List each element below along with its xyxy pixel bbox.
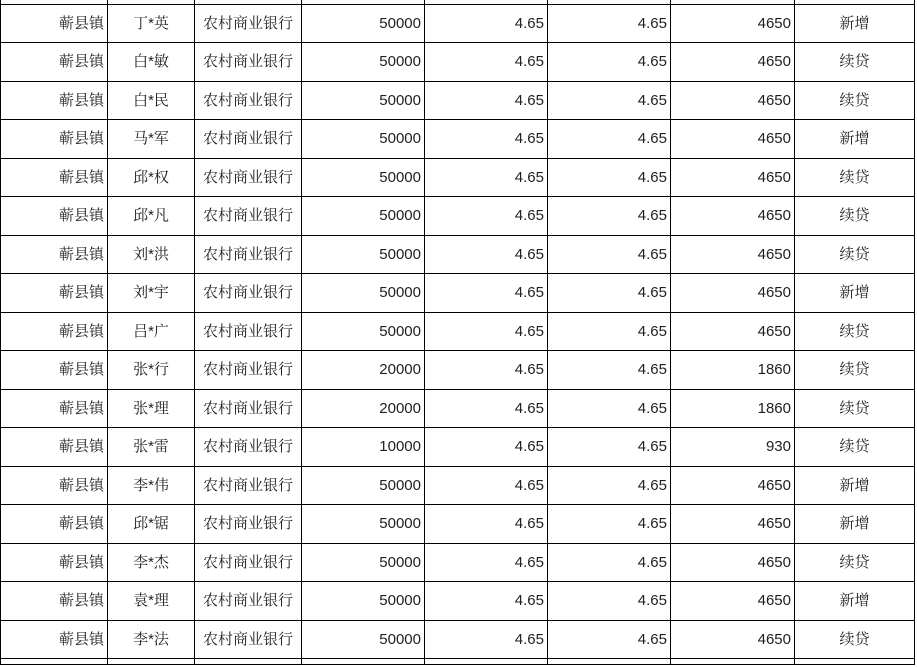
cell-loan-type: 续贷 (795, 158, 915, 197)
table-row (1, 197, 915, 236)
table-row (1, 43, 915, 82)
cell-rate-1: 4.65 (425, 389, 548, 428)
cell-amount: 50000 (302, 235, 425, 274)
cell-rate-2: 4.65 (548, 158, 671, 197)
cell-rate-1: 4.65 (425, 197, 548, 236)
partial-cell (671, 659, 795, 665)
cell-rate-1: 4.65 (425, 158, 548, 197)
cell-region: 蕲县镇 (1, 197, 108, 236)
cell-amount: 50000 (302, 120, 425, 159)
cell-loan-type: 续贷 (795, 389, 915, 428)
cell-amount: 50000 (302, 81, 425, 120)
partial-cell (302, 659, 425, 665)
table-row (1, 274, 915, 313)
table-row (1, 235, 915, 274)
cell-interest: 4650 (671, 312, 795, 351)
table-row (1, 620, 915, 659)
table-row (1, 505, 915, 544)
table-row (1, 428, 915, 467)
cell-rate-2: 4.65 (548, 389, 671, 428)
cell-loan-type: 续贷 (795, 428, 915, 467)
table-row (1, 543, 915, 582)
cell-loan-type: 新增 (795, 466, 915, 505)
cell-rate-2: 4.65 (548, 620, 671, 659)
cell-interest: 1860 (671, 389, 795, 428)
cell-interest: 4650 (671, 466, 795, 505)
cell-bank: 农村商业银行 (195, 235, 302, 274)
cell-loan-type: 续贷 (795, 81, 915, 120)
cell-rate-2: 4.65 (548, 43, 671, 82)
cell-rate-1: 4.65 (425, 274, 548, 313)
cell-loan-type: 续贷 (795, 43, 915, 82)
partial-cell (1, 659, 108, 665)
table-row (1, 466, 915, 505)
cell-loan-type: 续贷 (795, 197, 915, 236)
cell-borrower: 张*行 (108, 351, 195, 390)
cell-amount: 50000 (302, 620, 425, 659)
cell-bank: 农村商业银行 (195, 312, 302, 351)
cell-loan-type: 续贷 (795, 620, 915, 659)
cell-borrower: 邱*凡 (108, 197, 195, 236)
cell-region: 蕲县镇 (1, 81, 108, 120)
table-row (1, 312, 915, 351)
partial-cell (195, 659, 302, 665)
cell-rate-2: 4.65 (548, 120, 671, 159)
partial-cell (108, 659, 195, 665)
cell-loan-type: 续贷 (795, 543, 915, 582)
cell-region: 蕲县镇 (1, 543, 108, 582)
cell-rate-2: 4.65 (548, 235, 671, 274)
cell-borrower: 白*民 (108, 81, 195, 120)
cell-bank: 农村商业银行 (195, 428, 302, 467)
cell-borrower: 刘*宇 (108, 274, 195, 313)
cell-interest: 4650 (671, 197, 795, 236)
table-row (1, 582, 915, 621)
cell-interest: 4650 (671, 235, 795, 274)
cell-amount: 50000 (302, 274, 425, 313)
cell-interest: 4650 (671, 81, 795, 120)
cell-rate-1: 4.65 (425, 543, 548, 582)
cell-rate-2: 4.65 (548, 4, 671, 43)
cell-amount: 50000 (302, 312, 425, 351)
cell-borrower: 李*法 (108, 620, 195, 659)
cell-interest: 4650 (671, 505, 795, 544)
cell-amount: 50000 (302, 158, 425, 197)
cell-amount: 50000 (302, 43, 425, 82)
cell-amount: 50000 (302, 543, 425, 582)
cell-interest: 4650 (671, 4, 795, 43)
cell-amount: 10000 (302, 428, 425, 467)
cell-loan-type: 新增 (795, 505, 915, 544)
partial-row-bottom (1, 659, 915, 665)
cell-interest: 4650 (671, 274, 795, 313)
cell-rate-1: 4.65 (425, 582, 548, 621)
cell-interest: 4650 (671, 543, 795, 582)
cell-borrower: 邱*锯 (108, 505, 195, 544)
cell-rate-1: 4.65 (425, 120, 548, 159)
cell-rate-1: 4.65 (425, 428, 548, 467)
table-row (1, 389, 915, 428)
cell-region: 蕲县镇 (1, 505, 108, 544)
table-row (1, 4, 915, 43)
cell-amount: 50000 (302, 466, 425, 505)
cell-amount: 20000 (302, 351, 425, 390)
cell-rate-2: 4.65 (548, 81, 671, 120)
table-row (1, 158, 915, 197)
cell-rate-2: 4.65 (548, 428, 671, 467)
cell-rate-1: 4.65 (425, 4, 548, 43)
cell-borrower: 丁*英 (108, 4, 195, 43)
partial-cell (425, 659, 548, 665)
cell-region: 蕲县镇 (1, 351, 108, 390)
table-row (1, 81, 915, 120)
cell-loan-type: 续贷 (795, 235, 915, 274)
cell-amount: 50000 (302, 197, 425, 236)
cell-loan-type: 新增 (795, 274, 915, 313)
cell-rate-2: 4.65 (548, 505, 671, 544)
cell-region: 蕲县镇 (1, 466, 108, 505)
cell-rate-1: 4.65 (425, 235, 548, 274)
cell-bank: 农村商业银行 (195, 582, 302, 621)
cell-bank: 农村商业银行 (195, 43, 302, 82)
cell-bank: 农村商业银行 (195, 389, 302, 428)
cell-loan-type: 续贷 (795, 351, 915, 390)
cell-region: 蕲县镇 (1, 582, 108, 621)
cell-rate-2: 4.65 (548, 543, 671, 582)
cell-region: 蕲县镇 (1, 158, 108, 197)
table-row (1, 351, 915, 390)
cell-bank: 农村商业银行 (195, 505, 302, 544)
cell-bank: 农村商业银行 (195, 351, 302, 390)
cell-region: 蕲县镇 (1, 4, 108, 43)
cell-amount: 20000 (302, 389, 425, 428)
cell-interest: 1860 (671, 351, 795, 390)
partial-cell (795, 659, 915, 665)
cell-borrower: 马*军 (108, 120, 195, 159)
cell-region: 蕲县镇 (1, 274, 108, 313)
cell-amount: 50000 (302, 582, 425, 621)
cell-interest: 4650 (671, 620, 795, 659)
cell-rate-2: 4.65 (548, 197, 671, 236)
cell-bank: 农村商业银行 (195, 197, 302, 236)
cell-bank: 农村商业银行 (195, 120, 302, 159)
cell-interest: 4650 (671, 158, 795, 197)
cell-bank: 农村商业银行 (195, 274, 302, 313)
cell-rate-2: 4.65 (548, 274, 671, 313)
cell-region: 蕲县镇 (1, 389, 108, 428)
cell-rate-2: 4.65 (548, 466, 671, 505)
cell-amount: 50000 (302, 505, 425, 544)
cell-rate-1: 4.65 (425, 312, 548, 351)
cell-rate-1: 4.65 (425, 505, 548, 544)
cell-region: 蕲县镇 (1, 43, 108, 82)
cell-bank: 农村商业银行 (195, 158, 302, 197)
cell-borrower: 李*伟 (108, 466, 195, 505)
cell-rate-1: 4.65 (425, 466, 548, 505)
cell-bank: 农村商业银行 (195, 543, 302, 582)
cell-borrower: 刘*洪 (108, 235, 195, 274)
cell-region: 蕲县镇 (1, 312, 108, 351)
cell-borrower: 吕*广 (108, 312, 195, 351)
cell-bank: 农村商业银行 (195, 620, 302, 659)
cell-loan-type: 新增 (795, 582, 915, 621)
cell-interest: 4650 (671, 120, 795, 159)
cell-loan-type: 续贷 (795, 312, 915, 351)
cell-borrower: 白*敏 (108, 43, 195, 82)
cell-rate-2: 4.65 (548, 351, 671, 390)
cell-interest: 4650 (671, 582, 795, 621)
cell-loan-type: 新增 (795, 120, 915, 159)
cell-loan-type: 新增 (795, 4, 915, 43)
cell-region: 蕲县镇 (1, 235, 108, 274)
cell-bank: 农村商业银行 (195, 81, 302, 120)
cell-rate-1: 4.65 (425, 43, 548, 82)
cell-region: 蕲县镇 (1, 620, 108, 659)
cell-borrower: 邱*权 (108, 158, 195, 197)
cell-borrower: 张*雷 (108, 428, 195, 467)
cell-amount: 50000 (302, 4, 425, 43)
partial-cell (548, 659, 671, 665)
cell-borrower: 张*理 (108, 389, 195, 428)
cell-rate-1: 4.65 (425, 351, 548, 390)
table-row (1, 120, 915, 159)
cell-borrower: 袁*理 (108, 582, 195, 621)
cell-interest: 4650 (671, 43, 795, 82)
cell-bank: 农村商业银行 (195, 466, 302, 505)
cell-rate-2: 4.65 (548, 582, 671, 621)
cell-region: 蕲县镇 (1, 428, 108, 467)
cell-interest: 930 (671, 428, 795, 467)
cell-rate-2: 4.65 (548, 312, 671, 351)
loan-table-body (1, 0, 915, 665)
cell-rate-1: 4.65 (425, 81, 548, 120)
cell-bank: 农村商业银行 (195, 4, 302, 43)
cell-region: 蕲县镇 (1, 120, 108, 159)
cell-borrower: 李*杰 (108, 543, 195, 582)
cell-rate-1: 4.65 (425, 620, 548, 659)
